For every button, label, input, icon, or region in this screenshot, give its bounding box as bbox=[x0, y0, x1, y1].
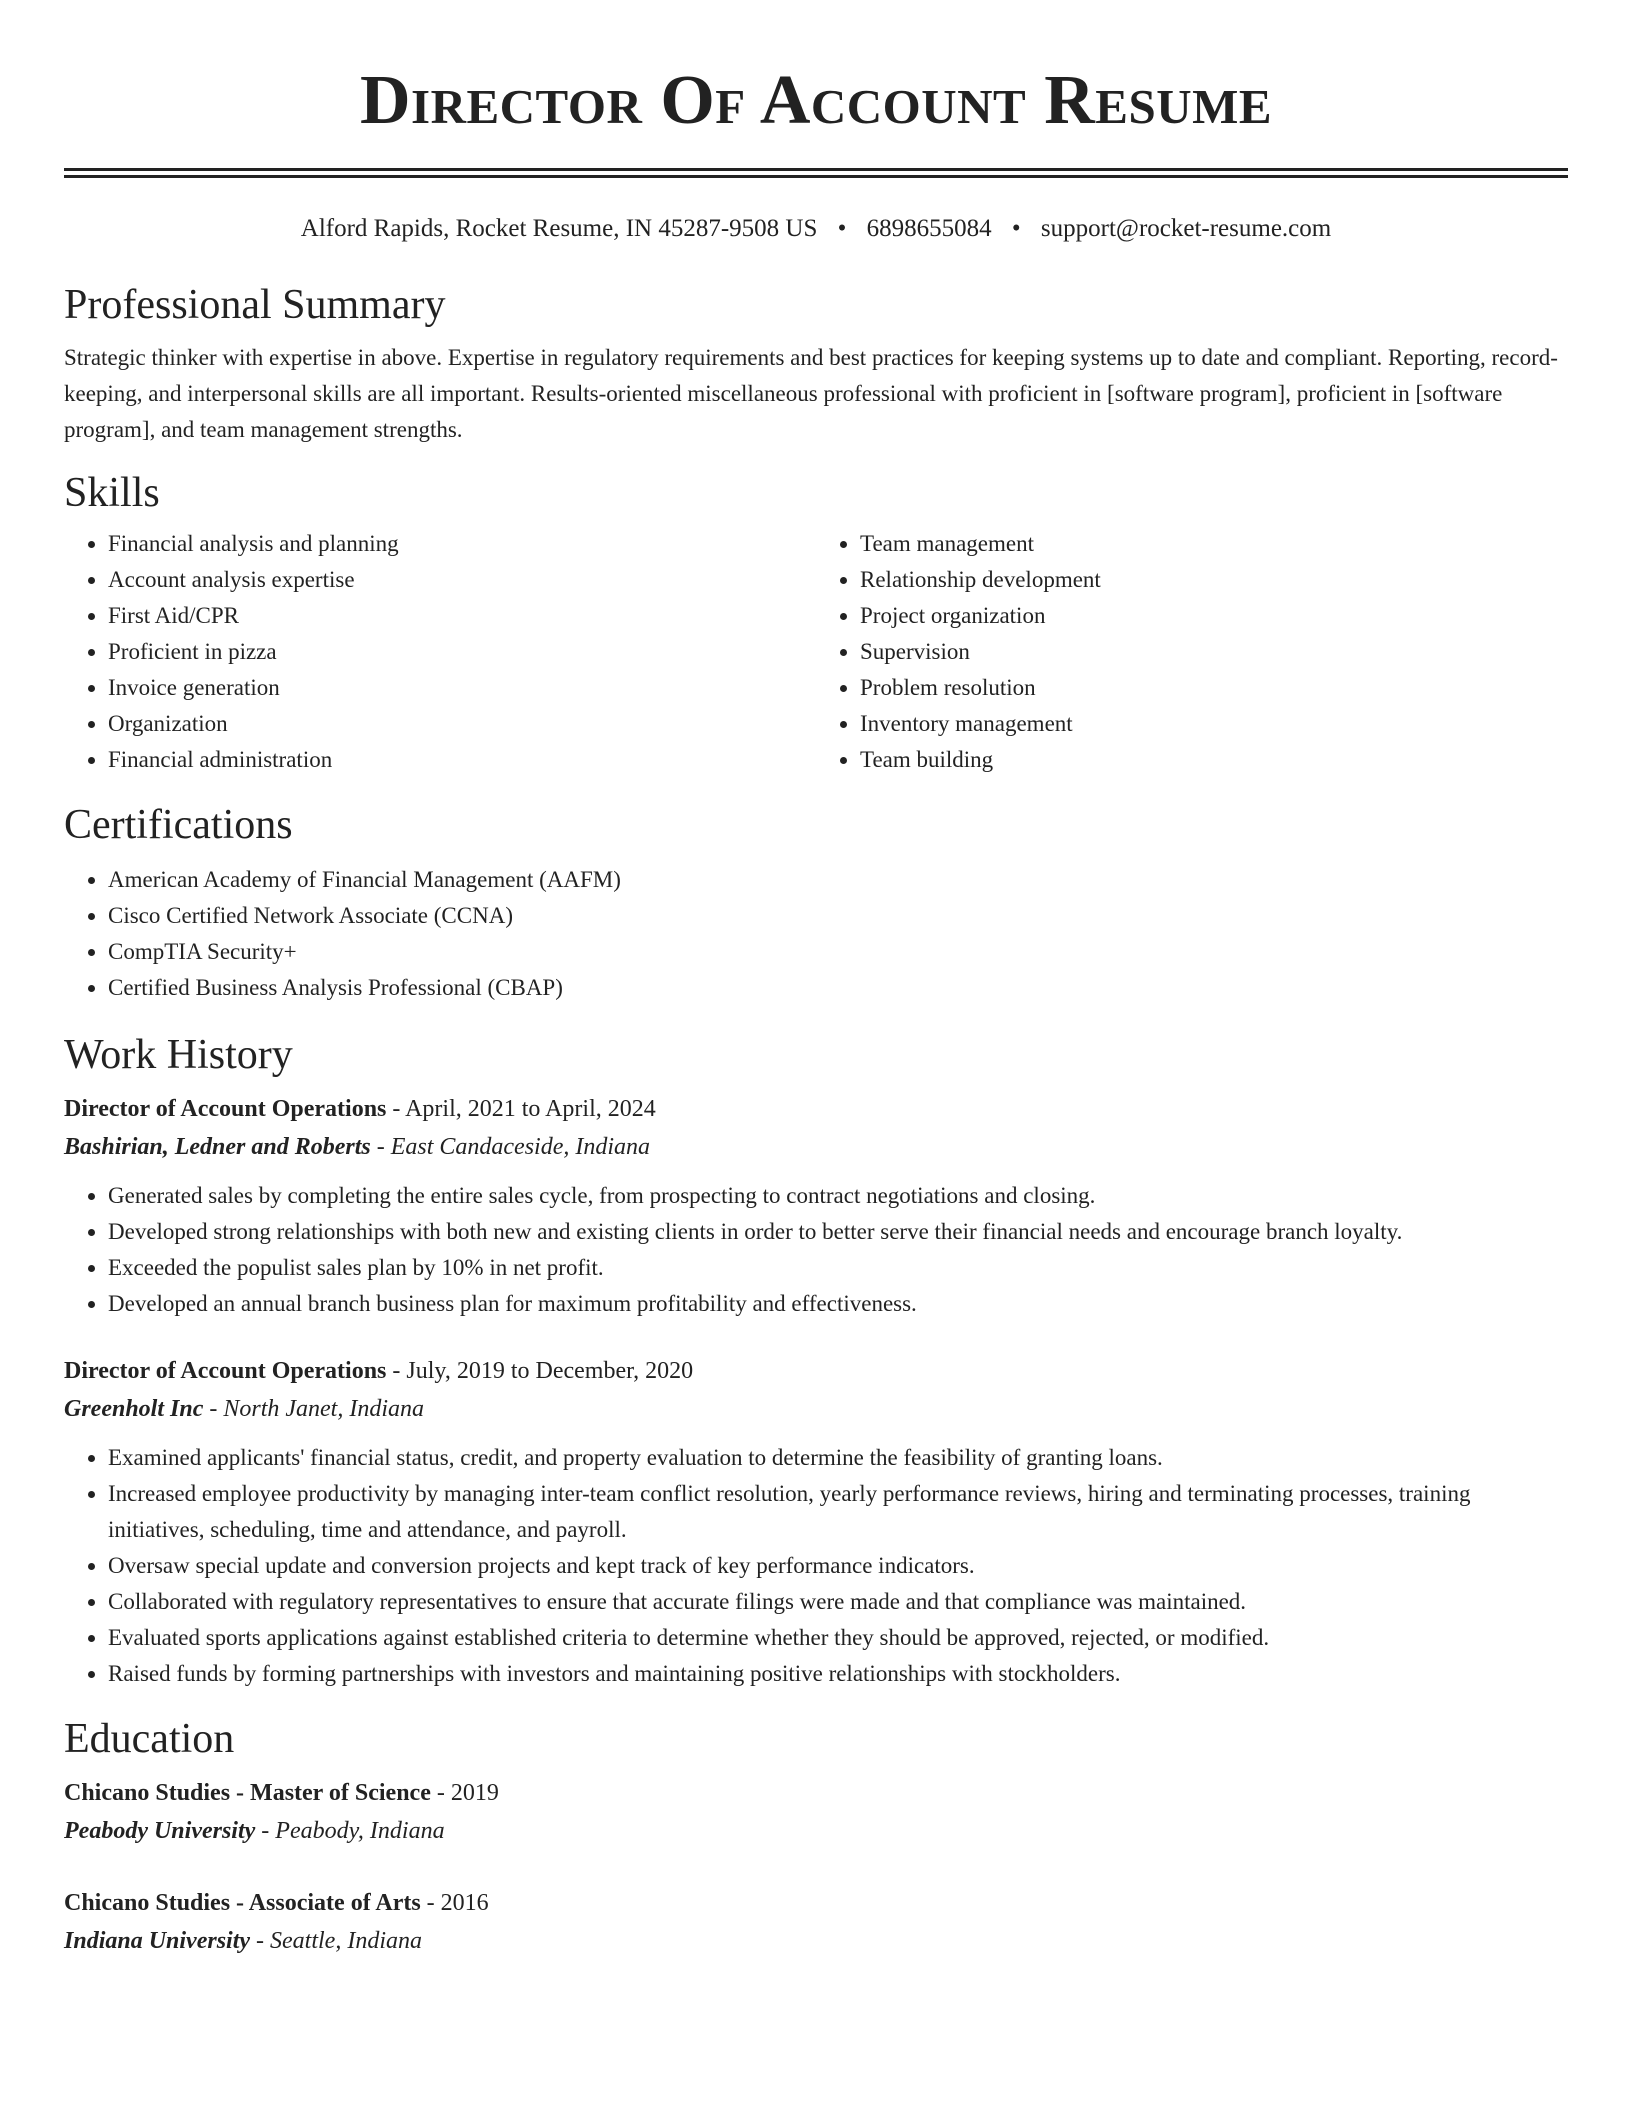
job-bullets bbox=[64, 1440, 1568, 1692]
title-divider-bottom bbox=[64, 175, 1568, 178]
skill-item: • Team management bbox=[860, 526, 1568, 562]
job-bullet: • Developed strong relationships with both new and existing clients in order to better serve their financial needs and encourage branch loyalty. bbox=[108, 1214, 1568, 1250]
summary-heading: Professional Summary bbox=[64, 282, 446, 328]
education-heading: Education bbox=[64, 1716, 235, 1762]
skill-item: • Supervision bbox=[860, 634, 1568, 670]
job-entry bbox=[64, 1352, 1568, 1692]
education-school-line bbox=[64, 1812, 1568, 1850]
skills-heading: Skills bbox=[64, 470, 160, 516]
job-bullet: • Examined applicants' financial status, credit, and property evaluation to determine the feasibility of granting loans. bbox=[108, 1440, 1568, 1476]
summary-text: Strategic thinker with expertise in above. Expertise in regulatory requirements and best practices for keeping systems up to date and compliant. Reporting, record-keeping, and interpersonal skills are all important. Results-oriented miscellaneous professional with proficient in [software program], proficient in [software program], and team management strengths. bbox=[64, 345, 1558, 442]
contact-separator: • bbox=[837, 215, 847, 242]
skill-item: • Project organization bbox=[860, 598, 1568, 634]
skills-columns bbox=[64, 526, 1568, 778]
job-company-line bbox=[64, 1128, 1568, 1166]
contact-separator: • bbox=[1011, 215, 1021, 242]
job-company: Greenholt Inc bbox=[64, 1396, 204, 1422]
job-bullet: • Increased employee productivity by managing inter-team conflict resolution, yearly performance reviews, hiring and terminating processes, training initiatives, scheduling, time and attendance, and payroll. bbox=[108, 1476, 1568, 1548]
education-entry bbox=[64, 1774, 1568, 1850]
contact-email[interactable]: support@rocket-resume.com bbox=[1040, 215, 1332, 242]
skills-list-left bbox=[64, 526, 816, 778]
job-location: - East Candaceside, Indiana bbox=[370, 1134, 651, 1160]
job-bullet: • Exceeded the populist sales plan by 10% in net profit. bbox=[108, 1250, 1568, 1286]
job-location: - North Janet, Indiana bbox=[203, 1396, 424, 1422]
certification-item: • American Academy of Financial Management (AAFM) bbox=[108, 862, 1568, 898]
job-company-line bbox=[64, 1390, 1568, 1428]
certifications-heading: Certifications bbox=[64, 802, 293, 848]
job-bullet: • Evaluated sports applications against established criteria to determine whether they should be approved, rejected, or modified. bbox=[108, 1620, 1568, 1656]
certification-item: • Cisco Certified Network Associate (CCNA) bbox=[108, 898, 1568, 934]
education-location: - Seattle, Indiana bbox=[250, 1928, 422, 1954]
job-company: Bashirian, Ledner and Roberts bbox=[64, 1134, 371, 1160]
contact-phone: 6898655084 bbox=[866, 215, 992, 242]
job-bullet: • Collaborated with regulatory representatives to ensure that accurate filings were made and that compliance was maintained. bbox=[108, 1584, 1568, 1620]
job-bullet: • Generated sales by completing the entire sales cycle, from prospecting to contract negotiations and closing. bbox=[108, 1178, 1568, 1214]
skill-item: • First Aid/CPR bbox=[108, 598, 816, 634]
skill-item: • Financial administration bbox=[108, 742, 816, 778]
education-degree-line bbox=[64, 1774, 1568, 1812]
skill-item: • Organization bbox=[108, 706, 816, 742]
job-dates: - July, 2019 to December, 2020 bbox=[386, 1358, 694, 1384]
education-degree: Chicano Studies - Master of Science bbox=[64, 1780, 431, 1806]
skill-item: • Team building bbox=[860, 742, 1568, 778]
skill-item: • Proficient in pizza bbox=[108, 634, 816, 670]
work-history-heading: Work History bbox=[64, 1032, 293, 1078]
job-title: Director of Account Operations bbox=[64, 1358, 387, 1384]
education-entry bbox=[64, 1884, 1568, 1960]
job-title-line bbox=[64, 1090, 1568, 1128]
skill-item: • Relationship development bbox=[860, 562, 1568, 598]
job-title-line bbox=[64, 1352, 1568, 1390]
education-school: Indiana University bbox=[64, 1928, 251, 1954]
education-school-line bbox=[64, 1922, 1568, 1960]
skill-item: • Financial analysis and planning bbox=[108, 526, 816, 562]
job-bullet: • Raised funds by forming partnerships with investors and maintaining positive relationships with stockholders. bbox=[108, 1656, 1568, 1692]
skill-item: • Account analysis expertise bbox=[108, 562, 816, 598]
contact-address: Alford Rapids, Rocket Resume, IN 45287-9508 US bbox=[300, 215, 818, 242]
education-year: - 2016 bbox=[420, 1890, 489, 1916]
certification-item: • Certified Business Analysis Professional (CBAP) bbox=[108, 970, 1568, 1006]
education-degree-line bbox=[64, 1884, 1568, 1922]
job-bullets bbox=[64, 1178, 1568, 1322]
skill-item: • Inventory management bbox=[860, 706, 1568, 742]
job-bullet: • Developed an annual branch business plan for maximum profitability and effectiveness. bbox=[108, 1286, 1568, 1322]
resume-title: Director Of Account Resume bbox=[359, 62, 1273, 139]
education-year: - 2019 bbox=[430, 1780, 499, 1806]
education-location: - Peabody, Indiana bbox=[255, 1818, 445, 1844]
skill-item: • Problem resolution bbox=[860, 670, 1568, 706]
skills-list-right bbox=[816, 526, 1568, 778]
certifications-list bbox=[64, 862, 1568, 1006]
education-school: Peabody University bbox=[64, 1818, 256, 1844]
skill-item: • Invoice generation bbox=[108, 670, 816, 706]
job-entry bbox=[64, 1090, 1568, 1322]
job-title: Director of Account Operations bbox=[64, 1096, 387, 1122]
job-bullet: • Oversaw special update and conversion projects and kept track of key performance indicators. bbox=[108, 1548, 1568, 1584]
contact-line bbox=[64, 212, 1568, 246]
certification-item: • CompTIA Security+ bbox=[108, 934, 1568, 970]
job-dates: - April, 2021 to April, 2024 bbox=[386, 1096, 656, 1122]
education-degree: Chicano Studies - Associate of Arts bbox=[64, 1890, 421, 1916]
